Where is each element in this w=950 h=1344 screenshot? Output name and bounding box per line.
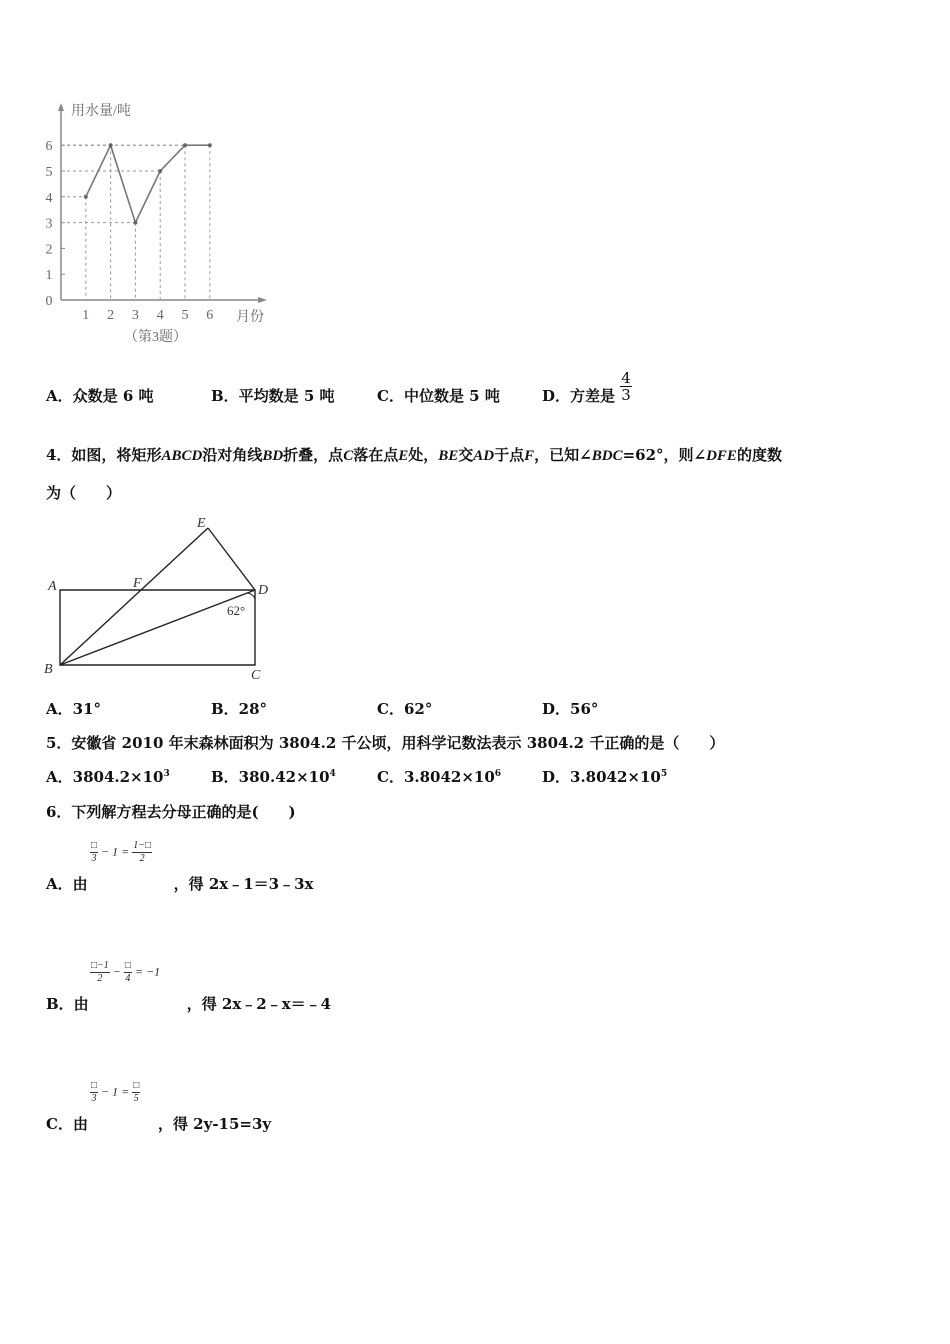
q4-option-d[interactable]: D．56° [542, 700, 599, 718]
q6-option-b[interactable] [46, 993, 331, 1014]
eq-fraction [90, 960, 110, 985]
q4-option-b[interactable]: B．28° [211, 700, 268, 718]
eq-num: 1−□ [133, 840, 152, 851]
data-point [158, 169, 162, 173]
data-point [109, 143, 113, 147]
eq-den: 2 [139, 853, 145, 864]
q4-option-a[interactable]: A．31° [46, 700, 102, 718]
q4-c: C [343, 448, 354, 464]
x-tick-label: 3 [131, 308, 139, 323]
data-point [183, 143, 187, 147]
x-tick-label: 6 [206, 308, 214, 323]
label-f: F [133, 576, 142, 591]
q4-text: 折叠，点 [283, 446, 344, 464]
y-tick-label: 3 [45, 216, 53, 232]
label-d: D [258, 583, 269, 598]
q6-option-c[interactable] [46, 1113, 271, 1134]
q4-bdc: BDC [591, 448, 623, 464]
y-axis-label: 用水量/吨 [71, 104, 131, 119]
series-line [86, 145, 210, 222]
q6-option-a[interactable] [46, 873, 314, 894]
q4-f: F [524, 448, 535, 464]
q4-bd: BD [262, 448, 284, 464]
q4-text: 落在点 [353, 446, 399, 464]
label-e: E [197, 516, 206, 531]
q4-text: ，已知∠ [534, 446, 592, 464]
q3-option-d-label: D．方差是 [542, 387, 616, 405]
q5-c-base: C．3.8042×10 [377, 768, 495, 786]
eq-num: □ [124, 960, 131, 971]
fraction-denominator: 3 [621, 386, 631, 404]
y-tick-label: 4 [45, 190, 53, 206]
eq-num: □ [133, 1080, 140, 1091]
eq-op: − 1 = [101, 1084, 130, 1099]
q6-a-prefix: A．由 [46, 875, 88, 893]
eq-num: □ [91, 1080, 98, 1091]
chart-caption: （第3题） [124, 330, 187, 345]
x-tick-label: 1 [82, 308, 90, 323]
eq-op: = −1 [134, 964, 161, 979]
q5-option-c[interactable] [377, 766, 501, 787]
q4-stem-line2: 为（ ） [46, 484, 122, 502]
label-b: B [44, 662, 53, 677]
water-usage-chart [40, 95, 290, 355]
y-tick-label: 5 [45, 165, 53, 180]
y-tick-label: 0 [45, 294, 53, 309]
y-tick-label: 1 [45, 268, 53, 284]
eq-op: − 1 = [101, 844, 130, 859]
eq-fraction [124, 960, 132, 985]
q4-text: 沿对角线 [202, 446, 263, 464]
y-tick-label: 6 [45, 139, 53, 155]
eq-fraction [90, 1080, 98, 1105]
rectangle-fold-figure [40, 510, 275, 685]
q6-a-equation-image [90, 840, 152, 865]
x-tick-label: 4 [156, 308, 164, 323]
q4-option-c[interactable]: C．62° [377, 700, 433, 718]
q4-text: =62°，则∠ [622, 446, 707, 464]
eq-fraction [132, 1080, 140, 1105]
angle-label: 62° [227, 603, 246, 618]
data-point [84, 195, 88, 199]
data-point [133, 221, 137, 225]
q5-option-b[interactable] [211, 766, 336, 787]
q4-ad: AD [473, 448, 495, 464]
eq-fraction [132, 840, 152, 865]
q6-stem: 6．下列解方程去分母正确的是( ) [46, 803, 296, 821]
eq-op: − [112, 964, 121, 979]
q4-abcd: ABCD [161, 448, 203, 464]
q5-d-exp: 5 [660, 769, 668, 779]
q4-e: E [398, 448, 409, 464]
q4-text: 交 [458, 446, 474, 464]
label-a: A [48, 579, 57, 594]
label-c: C [251, 668, 261, 683]
q5-option-d[interactable] [542, 766, 667, 787]
q5-b-base: B．380.42×10 [211, 768, 330, 786]
segment-ed [208, 528, 255, 590]
q4-text: 处， [408, 446, 439, 464]
q4-dfe: DFE [706, 448, 737, 464]
q5-a-exp: 3 [163, 769, 170, 779]
q4-text: 于点 [494, 446, 525, 464]
q4-be: BE [438, 448, 459, 464]
q4-stem-line1 [46, 444, 782, 465]
q6-c-equation-image [90, 1080, 140, 1105]
q5-stem: 5．安徽省 2010 年末森林面积为 3804.2 千公顷，用科学记数法表示 3804.2 千正确的是（ ） [46, 734, 725, 752]
eq-den: 2 [97, 973, 103, 984]
diagonal-bd [60, 590, 255, 665]
x-tick-label: 5 [181, 308, 189, 323]
q3-option-b[interactable]: B．平均数是 5 吨 [211, 387, 335, 405]
y-tick-label: 2 [45, 242, 53, 258]
q4-text: 4．如图，将矩形 [46, 446, 162, 464]
eq-den: 5 [133, 1093, 139, 1104]
q5-option-a[interactable] [46, 766, 170, 787]
q6-b-equation-image [90, 960, 160, 985]
angle-arc [247, 593, 255, 599]
q5-d-base: D．3.8042×10 [542, 768, 661, 786]
data-point [208, 143, 212, 147]
x-tick-label: 2 [107, 308, 115, 323]
q3-option-a[interactable]: A．众数是 6 吨 [46, 387, 154, 405]
eq-num: □−1 [91, 960, 109, 971]
q3-option-d[interactable] [542, 367, 632, 406]
fraction-numerator: 4 [621, 369, 631, 387]
q3-option-c[interactable]: C．中位数是 5 吨 [377, 387, 500, 405]
q6-b-prefix: B．由 [46, 995, 89, 1013]
q4-text: 的度数 [736, 446, 782, 464]
eq-den: 4 [125, 973, 131, 984]
x-axis-label: 月份 [236, 310, 264, 325]
q6-b-result: ，得 2x﹣2﹣x＝﹣4 [186, 995, 332, 1013]
q5-a-base: A．3804.2×10 [46, 768, 164, 786]
x-axis-arrow [258, 297, 267, 303]
q6-c-prefix: C．由 [46, 1115, 88, 1133]
q6-a-result: ，得 2x﹣1＝3﹣3x [173, 875, 314, 893]
y-axis-arrow [58, 103, 64, 111]
q5-b-exp: 4 [329, 769, 336, 779]
eq-fraction [90, 840, 98, 865]
eq-den: 3 [91, 1093, 97, 1104]
q5-c-exp: 6 [494, 769, 502, 779]
segment-be [60, 528, 208, 665]
fraction-four-thirds [620, 370, 632, 403]
q6-c-result: ，得 2y-15=3y [157, 1115, 272, 1133]
eq-den: 3 [91, 853, 97, 864]
eq-num: □ [91, 840, 98, 851]
